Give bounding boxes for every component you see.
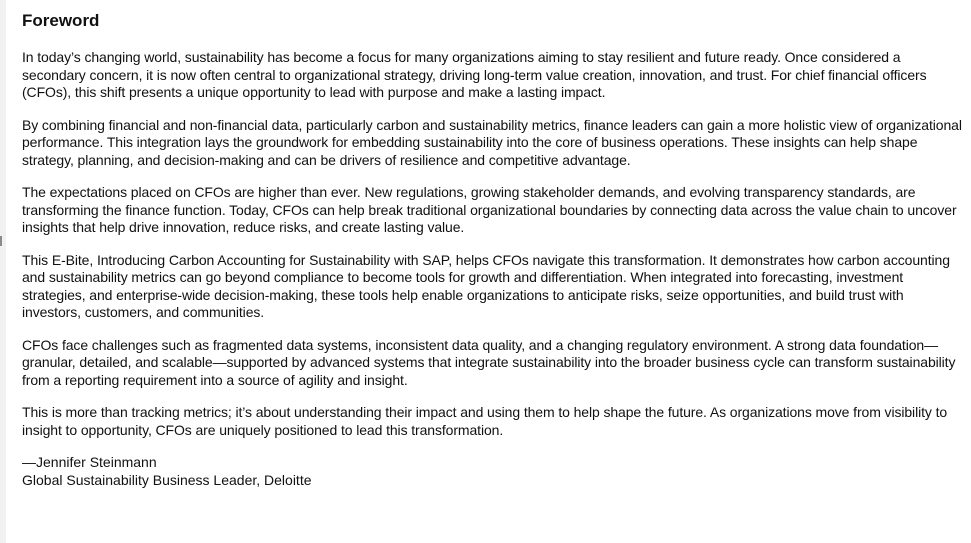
signature-name: —Jennifer Steinmann xyxy=(22,454,157,470)
paragraph-2: By combining financial and non-financial data, particularly carbon and sustainability metrics, finance leaders can gain a more holistic view of organizational performance. This integration lays the groundwork for embedding sustainability into the core of business operations. These insights can help shape strategy, planning, and decision-making and can be drivers of resilience and competitive advantage. xyxy=(22,116,962,168)
document-page xyxy=(22,10,962,489)
paragraph-4: This E-Bite, Introducing Carbon Accounting for Sustainability with SAP, helps CFOs navigate this transformation. It demonstrates how carbon accounting and sustainability metrics can go beyond compliance to become tools for growth and differentiation. When integrated into forecasting, investment strategies, and enterprise-wide decision-making, these tools help enable organizations to anticipate risks, seize opportunities, and build trust with investors, customers, and communities. xyxy=(22,251,950,320)
scroll-marker xyxy=(0,236,2,246)
page-title: Foreword xyxy=(22,11,100,30)
signature-block xyxy=(22,454,962,489)
paragraph-6: This is more than tracking metrics; it’s about understanding their impact and using them to help shape the future. As organizations move from visibility to insight to opportunity, CFOs are uniquely positioned to lead this transformation. xyxy=(22,404,948,438)
paragraph-1: In today’s changing world, sustainability has become a focus for many organizations aiming to stay resilient and future ready. Once considered a secondary concern, it is now often central to organizational strategy, driving long-term value creation, innovation, and trust. For chief financial officers (CFOs), this shift presents a unique opportunity to lead with purpose and make a lasting impact. xyxy=(22,49,927,100)
paragraph-5: CFOs face challenges such as fragmented data systems, inconsistent data quality, and a changing regulatory environment. A strong data foundation—granular, detailed, and scalable—supported by advanced systems that integrate sustainability into the broader business cycle can transform sustainability from a reporting requirement into a source of agility and insight. xyxy=(22,336,956,388)
paragraph-3: The expectations placed on CFOs are higher than ever. New regulations, growing stakeholder demands, and evolving transparency standards, are transforming the finance function. Today, CFOs can help break traditional organizational boundaries by connecting data across the value chain to uncover insights that help drive innovation, reduce risks, and create lasting value. xyxy=(22,184,957,235)
signature-title: Global Sustainability Business Leader, Deloitte xyxy=(22,471,312,488)
left-margin-strip xyxy=(0,0,6,543)
